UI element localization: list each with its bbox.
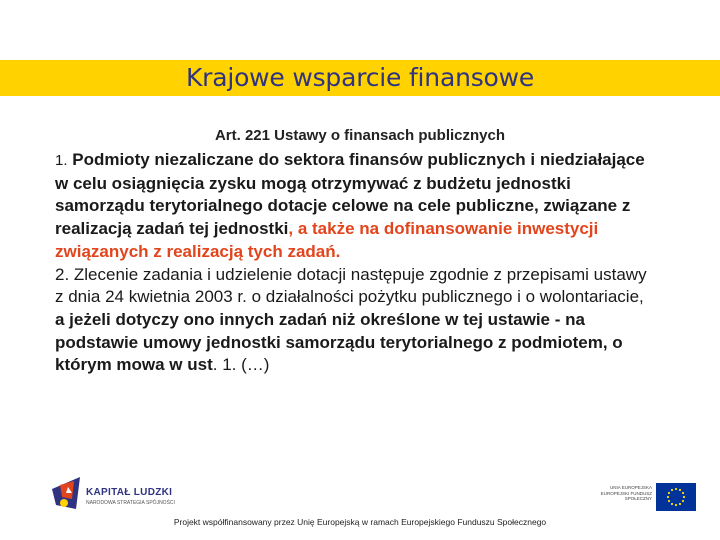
paragraph-2-end: . 1. (…) [212, 355, 270, 375]
paragraph-1-highlight: a także na dofinansowanie inwestycji związanych z realizacją tych zadań. [55, 219, 599, 261]
footer-note: Projekt współfinansowany przez Unię Europejską w ramach Europejskiego Funduszu Społecznego [173, 517, 547, 527]
eu-flag-icon [656, 483, 696, 511]
paragraph-1-number: 1. [55, 152, 68, 169]
paragraph-1-text: Podmioty niezaliczane do sektora finansów publicznych i niedziałające w celu osiągnięcia zysku mogą otrzymywać z budżetu jednostki samorządu terytorialnego dotacje celowe na cele publiczne, związane z realizacją zadań tej jednostki [55, 150, 645, 239]
article-body [55, 149, 655, 377]
paragraph-1 [55, 149, 655, 264]
paragraph-2-bold: a jeżeli dotyczy ono innych zadań niż określone w tej ustawie - na podstawie umowy jednostki samorządu terytorialnego z podmiotem, o którym mowa w ust [55, 309, 623, 375]
logo-name: KAPITAŁ LUDZKI [86, 487, 173, 498]
eu-label: UNIA EUROPEJSKA EUROPEJSKI FUNDUSZ SPOŁECZNY [600, 485, 652, 501]
logo-subtitle: NARODOWA STRATEGIA SPÓJNOŚCI [86, 500, 175, 506]
slide-title: Krajowe wsparcie finansowe [185, 63, 535, 92]
paragraph-2-text: 2. Zlecenie zadania i udzielenie dotacji następuje zgodnie z przepisami ustawy z dnia 24 kwietnia 2003 r. o działalności pożytku publicznego i o wolontariacie, [55, 264, 647, 307]
paragraph-1-comma: , [288, 219, 294, 239]
paragraph-2 [55, 264, 655, 378]
article-subtitle: Art. 221 Ustawy o finansach publicznych [214, 127, 506, 144]
